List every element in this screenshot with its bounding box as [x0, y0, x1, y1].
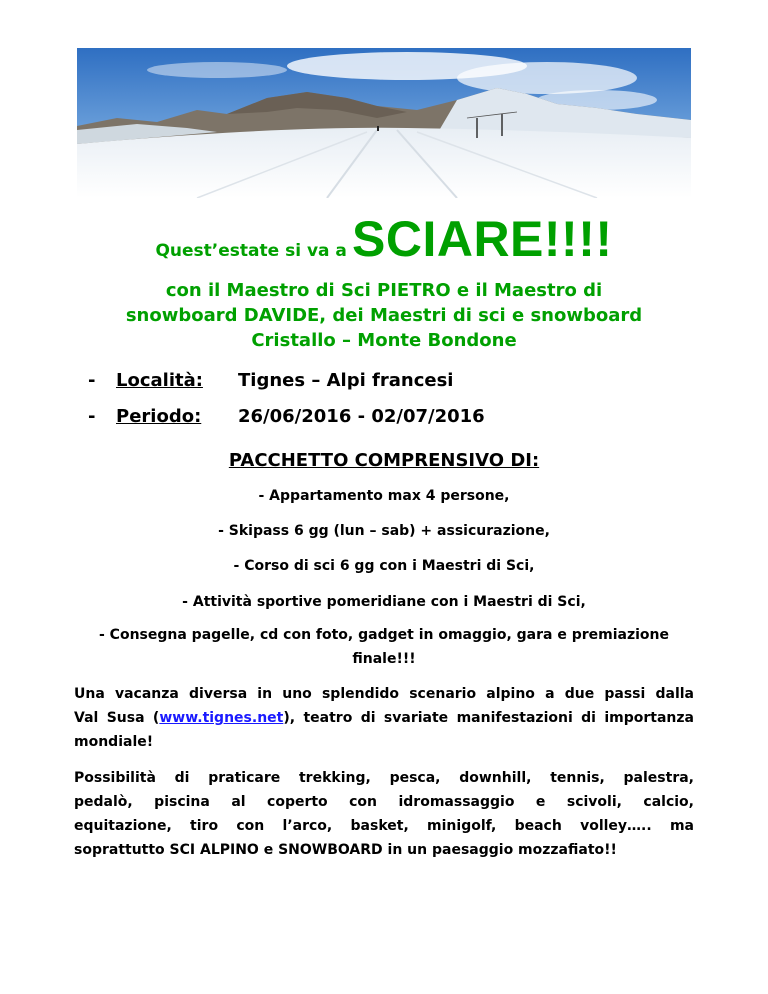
- instructors-subheading: [60, 278, 708, 353]
- package-item: finale!!!: [352, 651, 416, 667]
- location-value: Tignes – Alpi francesi: [238, 370, 454, 391]
- headline-prefix: Quest’estate si va a: [155, 241, 347, 261]
- location-label: Località:: [116, 370, 203, 391]
- ski-slope-banner-image: [77, 48, 691, 198]
- subhead-line: snowboard DAVIDE, dei Maestri di sci e snowboard: [125, 305, 643, 326]
- description-line: Una vacanza diversa in uno splendido scenario alpino a due passi dalla: [74, 686, 694, 702]
- description-text: ), teatro di svariate manifestazioni di importanza: [283, 710, 694, 726]
- bullet-dash: -: [88, 406, 96, 427]
- period-row: [88, 406, 485, 427]
- package-item: - Attività sportive pomeridiane con i Maestri di Sci,: [182, 594, 586, 610]
- description-paragraph: [74, 682, 694, 754]
- subhead-line: Cristallo – Monte Bondone: [251, 330, 517, 351]
- headline-main: SCIARE!!!!: [351, 211, 613, 267]
- package-item: - Skipass 6 gg (lun – sab) + assicurazione,: [218, 523, 550, 539]
- period-value: 26/06/2016 - 02/07/2016: [238, 406, 485, 427]
- activities-line: Possibilità di praticare trekking, pesca, downhill, tennis, palestra,: [74, 770, 694, 786]
- bullet-dash: -: [88, 370, 96, 391]
- tignes-website-link[interactable]: www.tignes.net: [159, 710, 284, 726]
- package-item: - Consegna pagelle, cd con foto, gadget in omaggio, gara e premiazione: [99, 627, 669, 643]
- activities-line: soprattutto SCI ALPINO e SNOWBOARD in un paesaggio mozzafiato!!: [74, 842, 617, 858]
- activities-paragraph: [74, 766, 694, 862]
- activities-line: equitazione, tiro con l’arco, basket, minigolf, beach volley….. ma: [74, 818, 694, 834]
- package-item: - Appartamento max 4 persone,: [258, 488, 510, 504]
- period-label: Periodo:: [116, 406, 202, 427]
- description-text: Val Susa (: [74, 710, 160, 726]
- description-line: mondiale!: [74, 734, 154, 750]
- package-item: - Corso di sci 6 gg con i Maestri di Sci,: [233, 558, 535, 574]
- activities-line: pedalò, piscina al coperto con idromassaggio e scivoli, calcio,: [74, 794, 694, 810]
- subhead-line: con il Maestro di Sci PIETRO e il Maestro di: [165, 280, 603, 301]
- package-title: PACCHETTO COMPRENSIVO DI:: [228, 450, 540, 471]
- headline: [0, 210, 768, 268]
- location-row: [88, 370, 453, 391]
- description-line-with-link: [74, 706, 694, 730]
